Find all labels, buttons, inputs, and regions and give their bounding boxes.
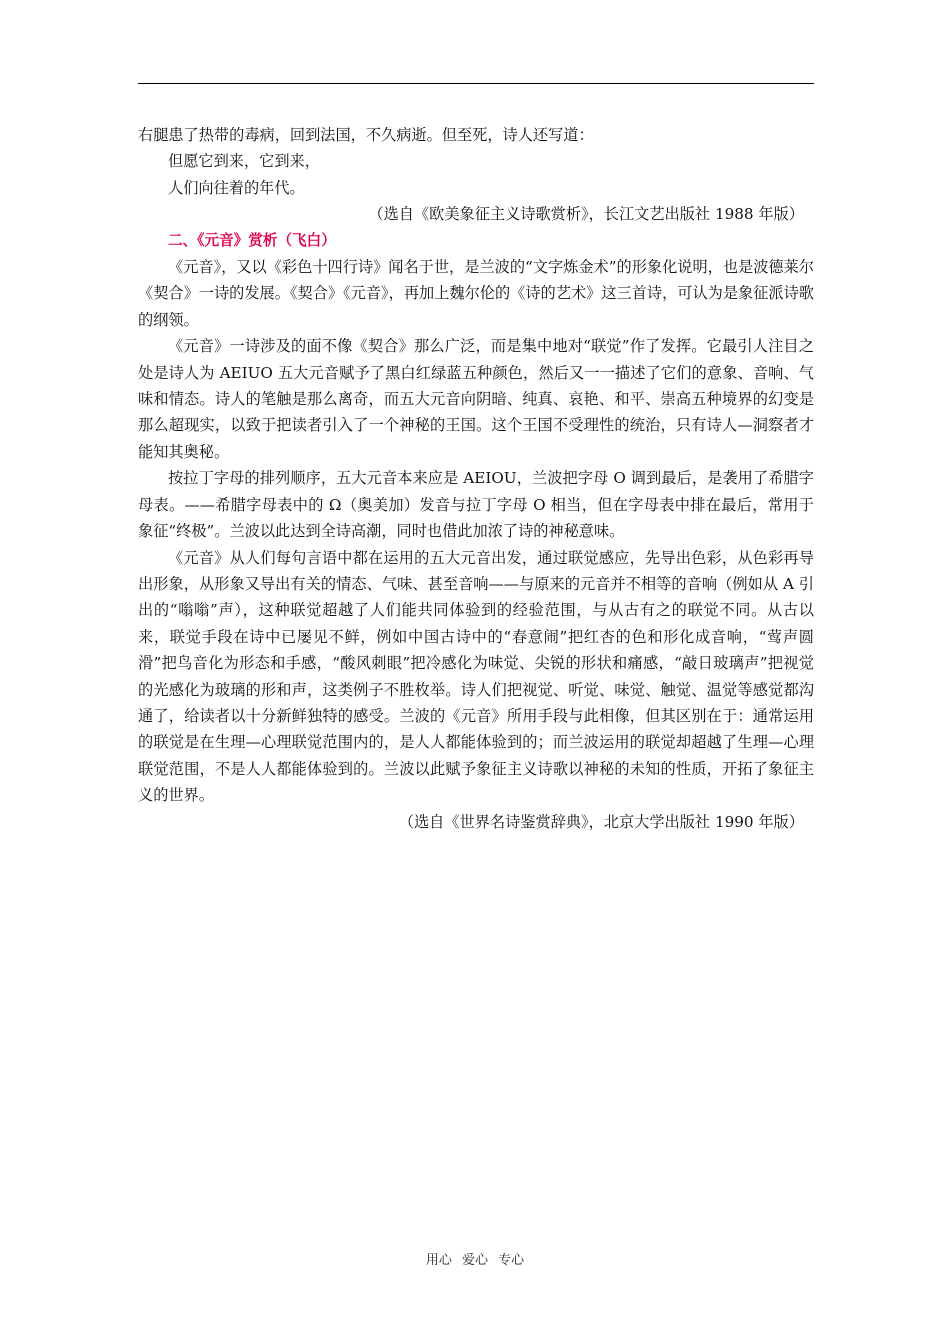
paragraph-1: 《元音》，又以《彩色十四行诗》闻名于世，是兰波的“文字炼金术”的形象化说明，也是波德莱尔《契合》一诗的发展。《契合》《元音》，再加上魏尔伦的《诗的艺术》这三首诗，可认为是象征派诗歌的纲领。 xyxy=(138,258,814,329)
verse-line-2: 人们向往着的年代。 xyxy=(168,178,305,197)
source-citation-1: （选自《欧美象征主义诗歌赏析》，长江文艺出版社 1988 年版） xyxy=(368,205,804,224)
section-heading: 二、《元音》赏析（飞白） xyxy=(168,231,336,249)
verse-line-1: 但愿它到来，它到来， xyxy=(168,152,320,171)
paragraph-continuation: 右腿患了热带的毒病，回到法国，不久病逝。但至死，诗人还写道： xyxy=(138,126,594,144)
page-footer: 用心 爱心 专心 xyxy=(425,1253,525,1268)
article-body xyxy=(138,122,814,835)
source-citation-2: （选自《世界名诗鉴赏辞典》，北京大学出版社 1990 年版） xyxy=(398,812,804,831)
header-rule xyxy=(138,83,814,84)
paragraph-2: 《元音》一诗涉及的面不像《契合》那么广泛，而是集中地对“联觉”作了发挥。它最引人注目之处是诗人为 AEIUO 五大元音赋予了黑白红绿蓝五种颜色，然后又一一描述了它们的意象、音响、气味和情态。诗人的笔触是那么离奇，而五大元音向阴暗、纯真、哀艳、和平、崇高五种境界的幻变是那么超现实，以致于把读者引入了一个神秘的王国。这个王国不受理性的统治，只有诗人—洞察者才能知其奥秘。 xyxy=(138,337,814,461)
paragraph-4: 《元音》从人们每句言语中都在运用的五大元音出发，通过联觉感应，先导出色彩，从色彩再导出形象，从形象又导出有关的情态、气味、甚至音响——与原来的元音并不相等的音响（例如从 A 引出的“嗡嗡”声），这种联觉超越了人们能共同体验到的经验范围，与从古有之的联觉不同。从古以来，联觉手段在诗中已屡见不鲜，例如中国古诗中的“春意闹”把红杏的色和形化成音响，“莺声圆滑”把鸟音化为形态和手感，“酸风刺眼”把冷感化为味觉、尖锐的形状和痛感，“敲日玻璃声”把视觉的光感化为玻璃的形和声，这类例子不胜枚举。诗人们把视觉、听觉、味觉、触觉、温觉等感觉都沟通了，给读者以十分新鲜独特的感受。兰波的《元音》所用手段与此相像，但其区别在于：通常运用的联觉是在生理—心理联觉范围内的，是人人都能体验到的；而兰波运用的联觉却超越了生理—心理联觉范围，不是人人都能体验到的。兰波以此赋予象征主义诗歌以神秘的未知的性质，开拓了象征主义的世界。 xyxy=(138,548,814,805)
paragraph-3: 按拉丁字母的排列顺序，五大元音本来应是 AEIOU，兰波把字母 O 调到最后，是袭用了希腊字母表。——希腊字母表中的 Ω（奥美加）发音与拉丁字母 O 相当，但在字母表中排在最后，常用于象征“终极”。兰波以此达到全诗高潮，同时也借此加浓了诗的神秘意味。 xyxy=(138,469,814,541)
